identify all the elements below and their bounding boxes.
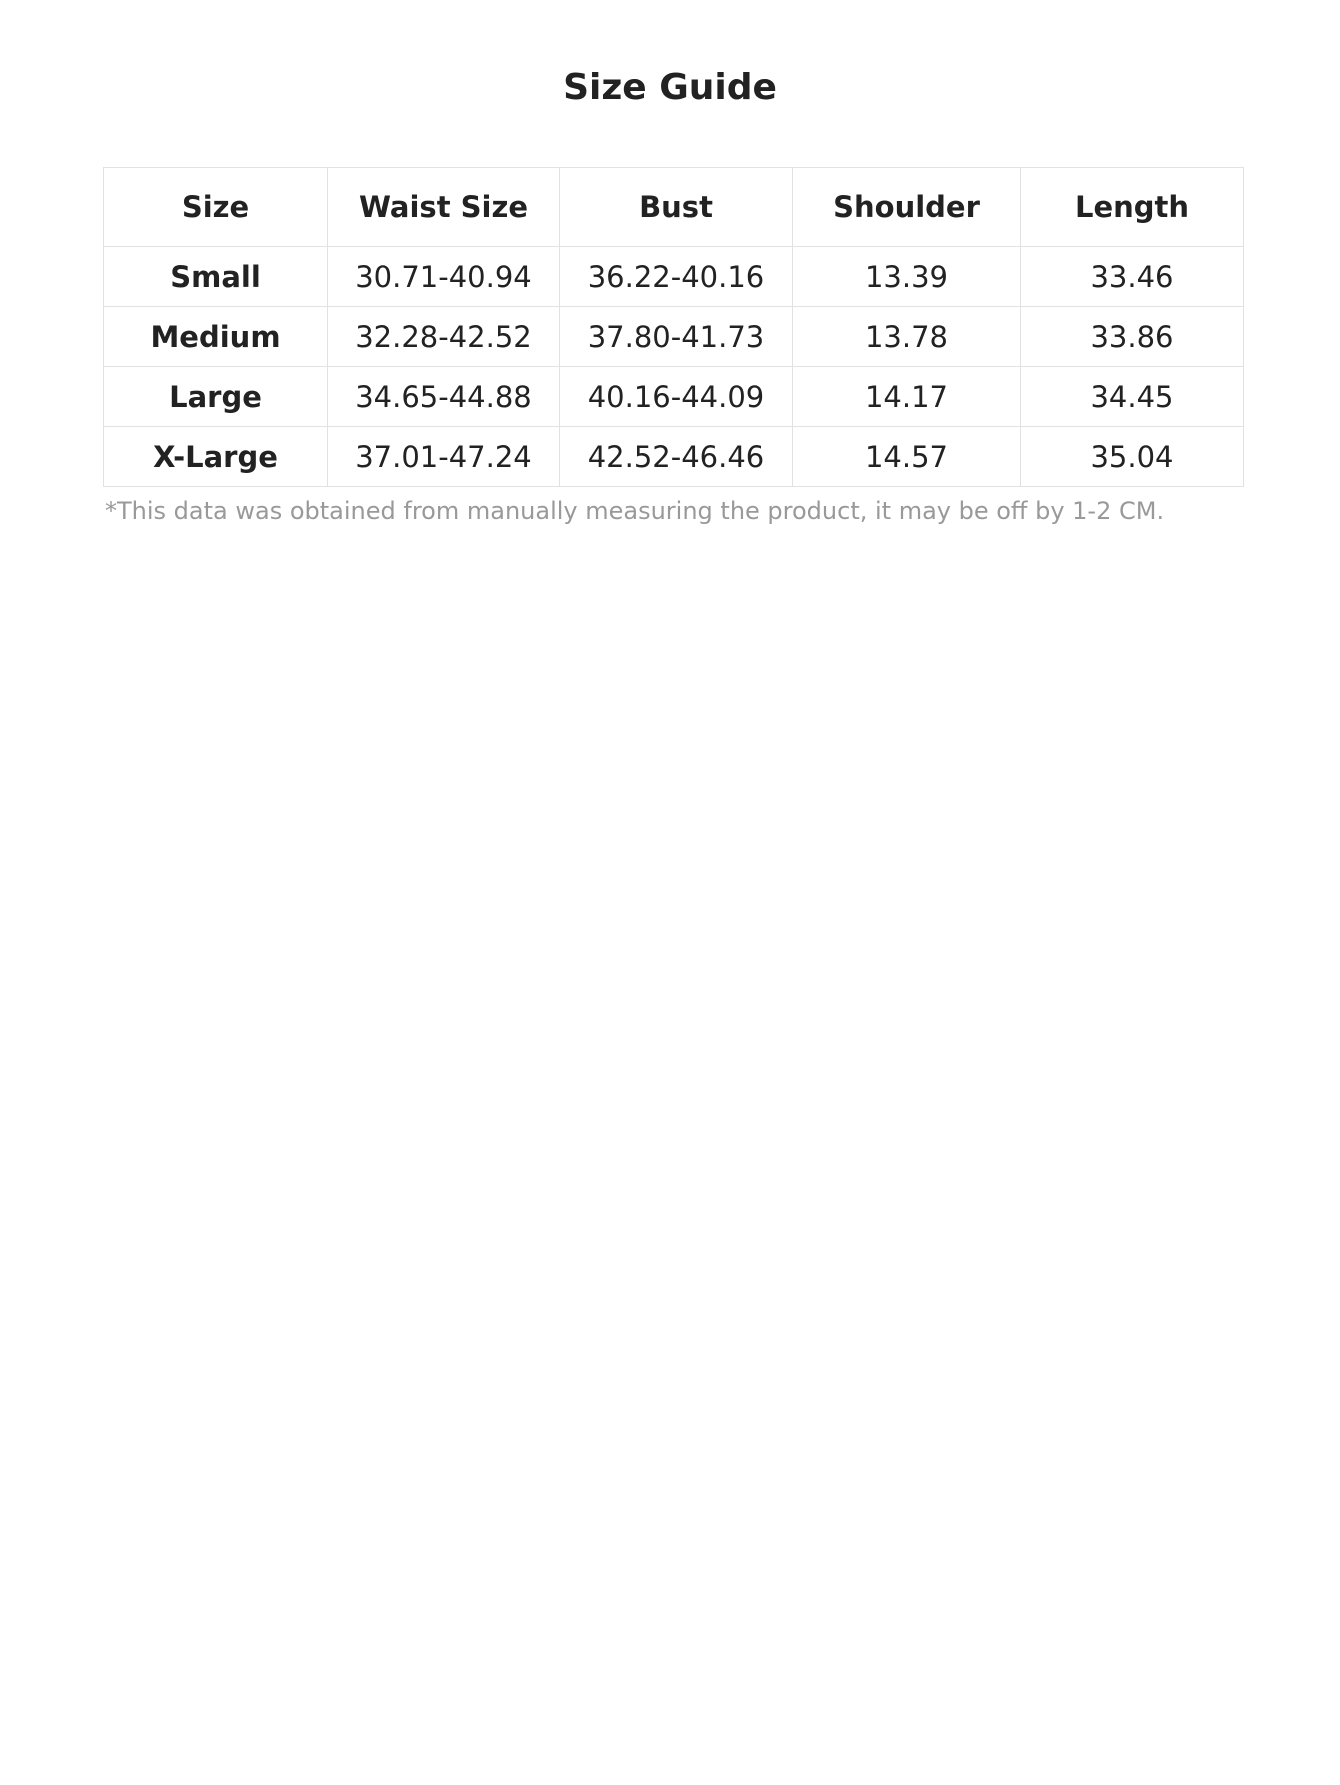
- table-row: [104, 427, 1244, 487]
- column-header-size: Size: [104, 168, 328, 247]
- column-header-bust: Bust: [560, 168, 793, 247]
- length-cell: 34.45: [1021, 367, 1244, 427]
- table-row: [104, 307, 1244, 367]
- shoulder-cell: 13.78: [793, 307, 1021, 367]
- size-cell: Large: [104, 367, 328, 427]
- size-cell: X-Large: [104, 427, 328, 487]
- column-header-waist-size: Waist Size: [328, 168, 560, 247]
- table-header-row: [104, 168, 1244, 247]
- shoulder-cell: 14.17: [793, 367, 1021, 427]
- shoulder-cell: 13.39: [793, 247, 1021, 307]
- bust-cell: 36.22-40.16: [560, 247, 793, 307]
- waist-size-cell: 32.28-42.52: [328, 307, 560, 367]
- length-cell: 33.86: [1021, 307, 1244, 367]
- length-cell: 35.04: [1021, 427, 1244, 487]
- shoulder-cell: 14.57: [793, 427, 1021, 487]
- bust-cell: 40.16-44.09: [560, 367, 793, 427]
- column-header-shoulder: Shoulder: [793, 168, 1021, 247]
- size-cell: Medium: [104, 307, 328, 367]
- column-header-length: Length: [1021, 168, 1244, 247]
- waist-size-cell: 34.65-44.88: [328, 367, 560, 427]
- page-title: Size Guide: [563, 67, 777, 108]
- bust-cell: 37.80-41.73: [560, 307, 793, 367]
- waist-size-cell: 30.71-40.94: [328, 247, 560, 307]
- table-row: [104, 247, 1244, 307]
- table-row: [104, 367, 1244, 427]
- size-cell: Small: [104, 247, 328, 307]
- length-cell: 33.46: [1021, 247, 1244, 307]
- measurement-note: *This data was obtained from manually measuring the product, it may be off by 1-2 CM.: [105, 497, 1165, 525]
- waist-size-cell: 37.01-47.24: [328, 427, 560, 487]
- size-table: [103, 167, 1244, 487]
- bust-cell: 42.52-46.46: [560, 427, 793, 487]
